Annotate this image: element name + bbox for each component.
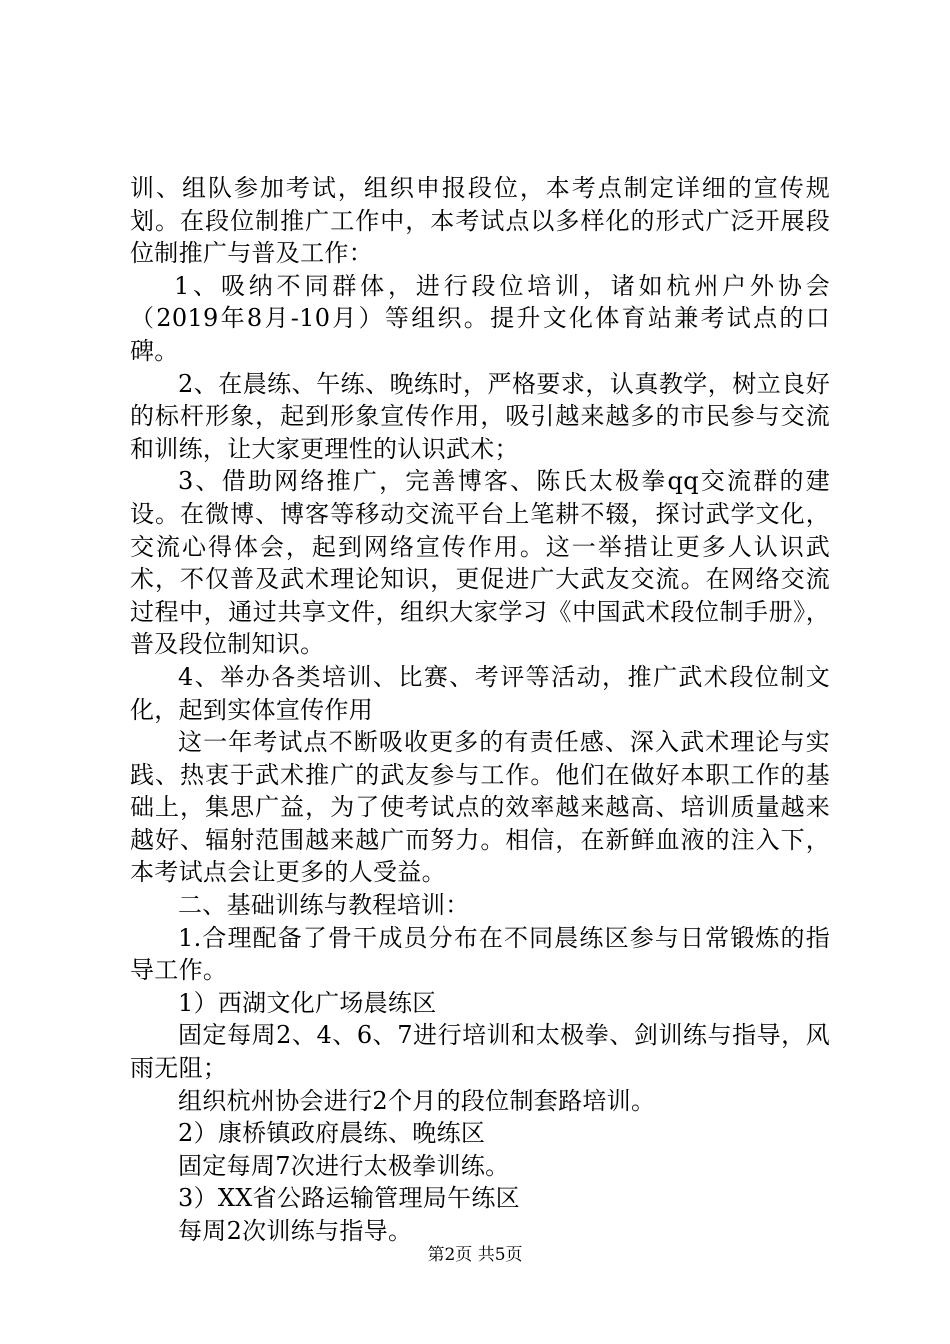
list-item-kangqiao: 2）康桥镇政府晨练、晚练区 [178,1119,486,1148]
paragraph-1: 训、组队参加考试，组织申报段位，本考点制定详细的宣传规划。在段位制推广工作中，本考试点以多样化的形式广泛开展段位制推广与普及工作： [130,174,830,268]
paragraph-3: 2、在晨练、午练、晚练时，严格要求，认真教学，树立良好的标杆形象，起到形象宣传作用，吸引越来越多的市民参与交流和训练，让大家更理性的认识武术； [130,369,830,463]
paragraph-11: 组织杭州协会进行2个月的段位制套路培训。 [178,1086,656,1115]
section-heading-2: 二、基础训练与教程培训： [178,891,470,920]
page-footer: 第2页 共5页 [427,1245,523,1265]
paragraph-8: 1.合理配备了骨干成员分布在不同晨练区参与日常锻炼的指导工作。 [130,923,830,985]
paragraph-6: 这一年考试点不断吸收更多的有责任感、深入武术理论与实践、热衷于武术推广的武友参与工作。他们在做好本职工作的基础上，集思广益，为了使考试点的效率越来越高、培训质量越来越好、辐射范围越来越广而努力。相信，在新鲜血液的注入下，本考试点会让更多的人受益。 [130,728,830,887]
paragraph-10: 固定每周2、4、6、7进行培训和太极拳、剑训练与指导，风雨无阻； [130,1021,830,1083]
paragraph-13: 固定每周7次进行太极拳训练。 [178,1151,510,1180]
document-body [130,172,830,1248]
paragraph-5: 4、举办各类培训、比赛、考评等活动，推广武术段位制文化，起到实体宣传作用 [130,662,830,724]
paragraph-4: 3、借助网络推广，完善博客、陈氏太极拳qq交流群的建设。在微博、博客等移动交流平台上笔耕不辍，探讨武学文化，交流心得体会，起到网络宣传作用。这一举措让更多人认识武术，不仅普及武术理论知识，更促进广大武友交流。在网络交流过程中，通过共享文件，组织大家学习《中国武术段位制手册》，普及段位制知识。 [130,467,830,659]
list-item-west-lake: 1）西湖文化广场晨练区 [178,988,437,1017]
paragraph-2: 1、吸纳不同群体，进行段位培训，诸如杭州户外协会（2019年8月-10月）等组织。提升文化体育站兼考试点的口碑。 [130,271,830,365]
list-item-highway-bureau: 3）XX省公路运输管理局午练区 [178,1184,520,1213]
paragraph-15: 每周2次训练与指导。 [178,1217,413,1245]
